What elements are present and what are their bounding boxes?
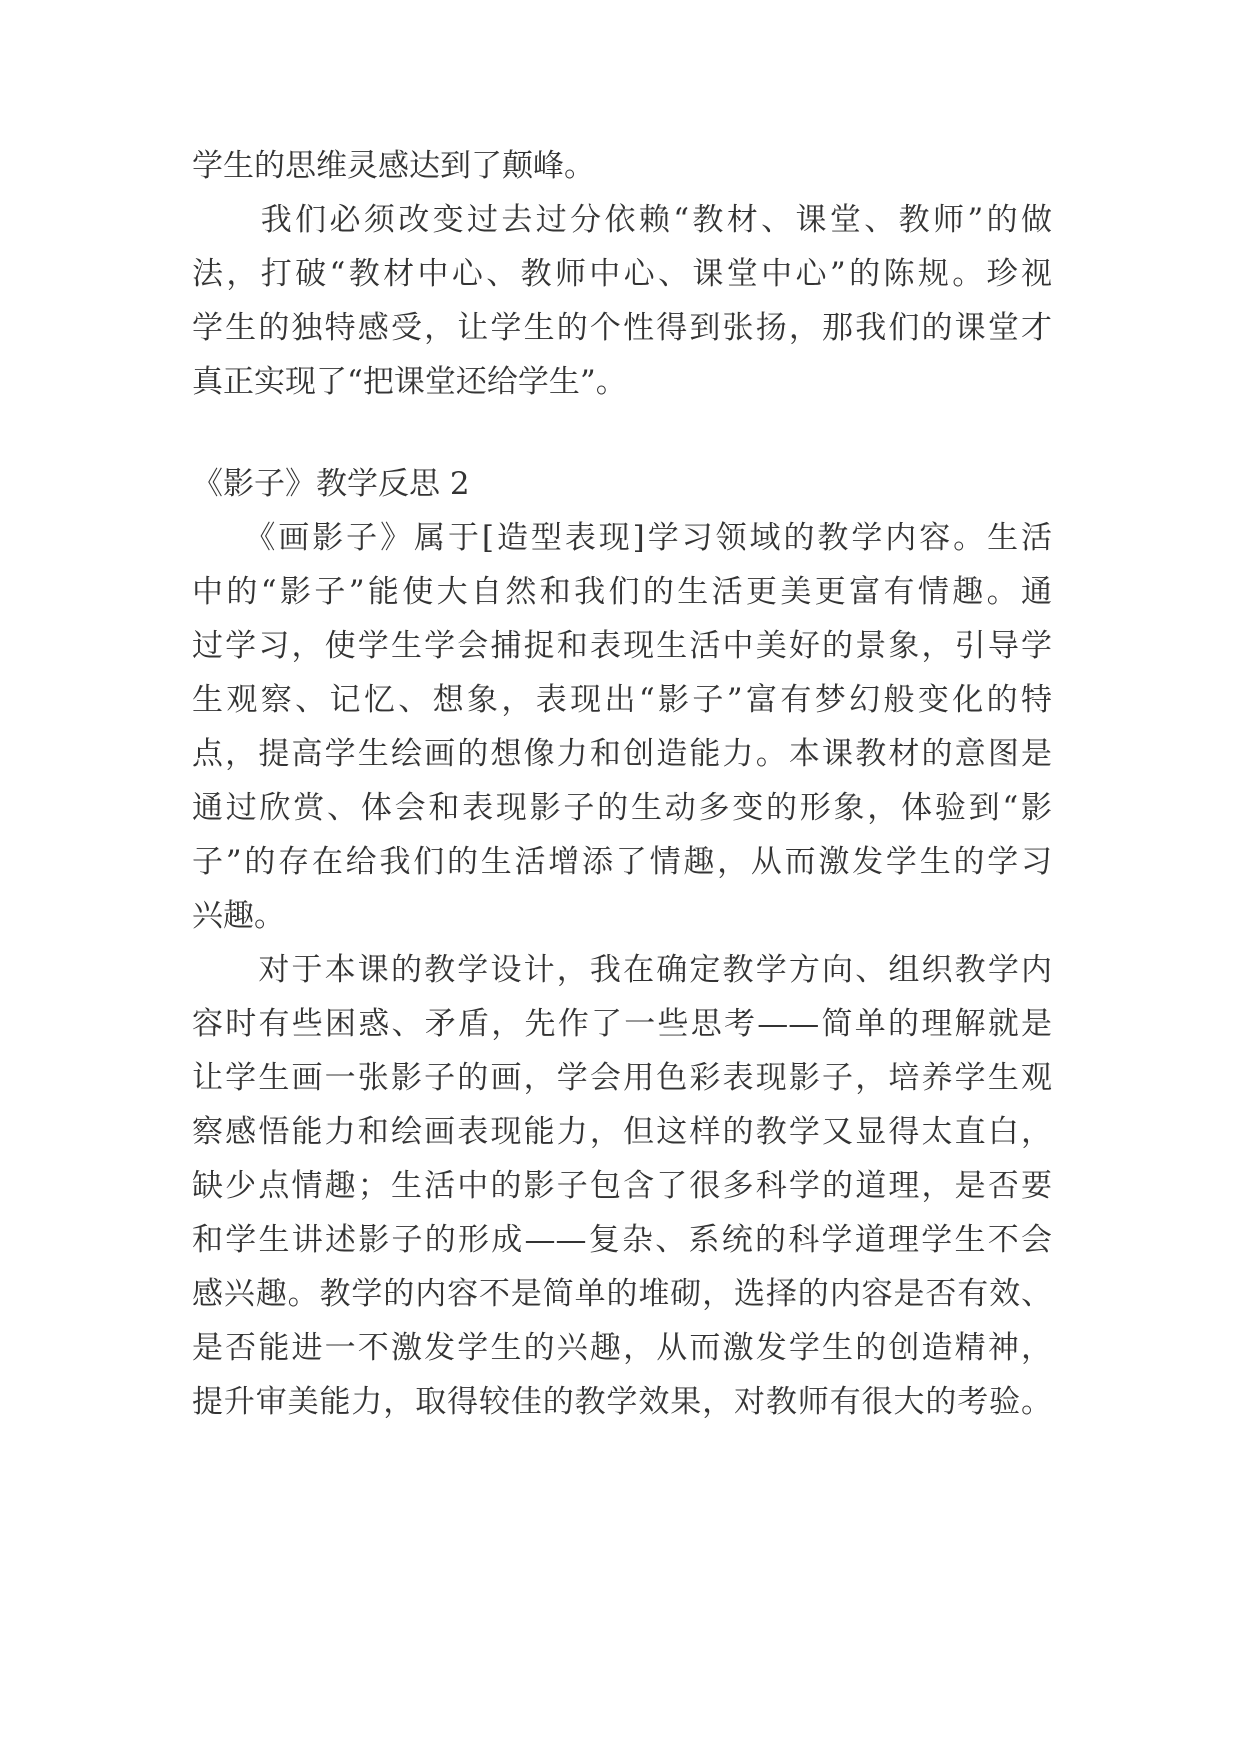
paragraph-line: 子”的存在给我们的生活增添了情趣，从而激发学生的学习 — [192, 844, 1052, 880]
paragraph-line: 我们必须改变过去过分依赖“教材、课堂、教师”的做 — [192, 202, 1052, 238]
paragraph-line: 对于本课的教学设计，我在确定教学方向、组织教学内 — [192, 952, 1052, 988]
paragraph-line: 缺少点情趣；生活中的影子包含了很多科学的道理，是否要 — [192, 1168, 1052, 1204]
paragraph-line: 学生的独特感受，让学生的个性得到张扬，那我们的课堂才 — [192, 310, 1052, 346]
paragraph-line: 学生的思维灵感达到了颠峰。 — [192, 148, 595, 184]
paragraph-line: 点，提高学生绘画的想像力和创造能力。本课教材的意图是 — [192, 736, 1052, 772]
paragraph-line: 中的“影子”能使大自然和我们的生活更美更富有情趣。通 — [192, 574, 1052, 610]
paragraph-line: 《画影子》属于[造型表现]学习领域的教学内容。生活 — [192, 520, 1052, 556]
paragraph-line: 法，打破“教材中心、教师中心、课堂中心”的陈规。珍视 — [192, 256, 1052, 292]
paragraph-line: 感兴趣。教学的内容不是简单的堆砌，选择的内容是否有效、 — [192, 1276, 1052, 1312]
paragraph-line: 过学习，使学生学会捕捉和表现生活中美好的景象，引导学 — [192, 628, 1052, 664]
paragraph-line: 是否能进一不激发学生的兴趣，从而激发学生的创造精神， — [192, 1330, 1052, 1366]
section-title: 《影子》教学反思 2 — [192, 466, 470, 502]
paragraph-line: 真正实现了“把课堂还给学生”。 — [192, 364, 627, 400]
paragraph-line: 容时有些困惑、矛盾，先作了一些思考——简单的理解就是 — [192, 1006, 1052, 1042]
paragraph-line: 兴趣。 — [192, 898, 285, 934]
paragraph-line: 让学生画一张影子的画，学会用色彩表现影子，培养学生观 — [192, 1060, 1052, 1096]
paragraph-line: 和学生讲述影子的形成——复杂、系统的科学道理学生不会 — [192, 1222, 1052, 1258]
paragraph-line: 通过欣赏、体会和表现影子的生动多变的形象，体验到“影 — [192, 790, 1052, 826]
paragraph-line: 察感悟能力和绘画表现能力，但这样的教学又显得太直白， — [192, 1114, 1052, 1150]
paragraph-line: 提升审美能力，取得较佳的教学效果，对教师有很大的考验。 — [192, 1384, 1052, 1420]
paragraph-line: 生观察、记忆、想象，表现出“影子”富有梦幻般变化的特 — [192, 682, 1052, 718]
